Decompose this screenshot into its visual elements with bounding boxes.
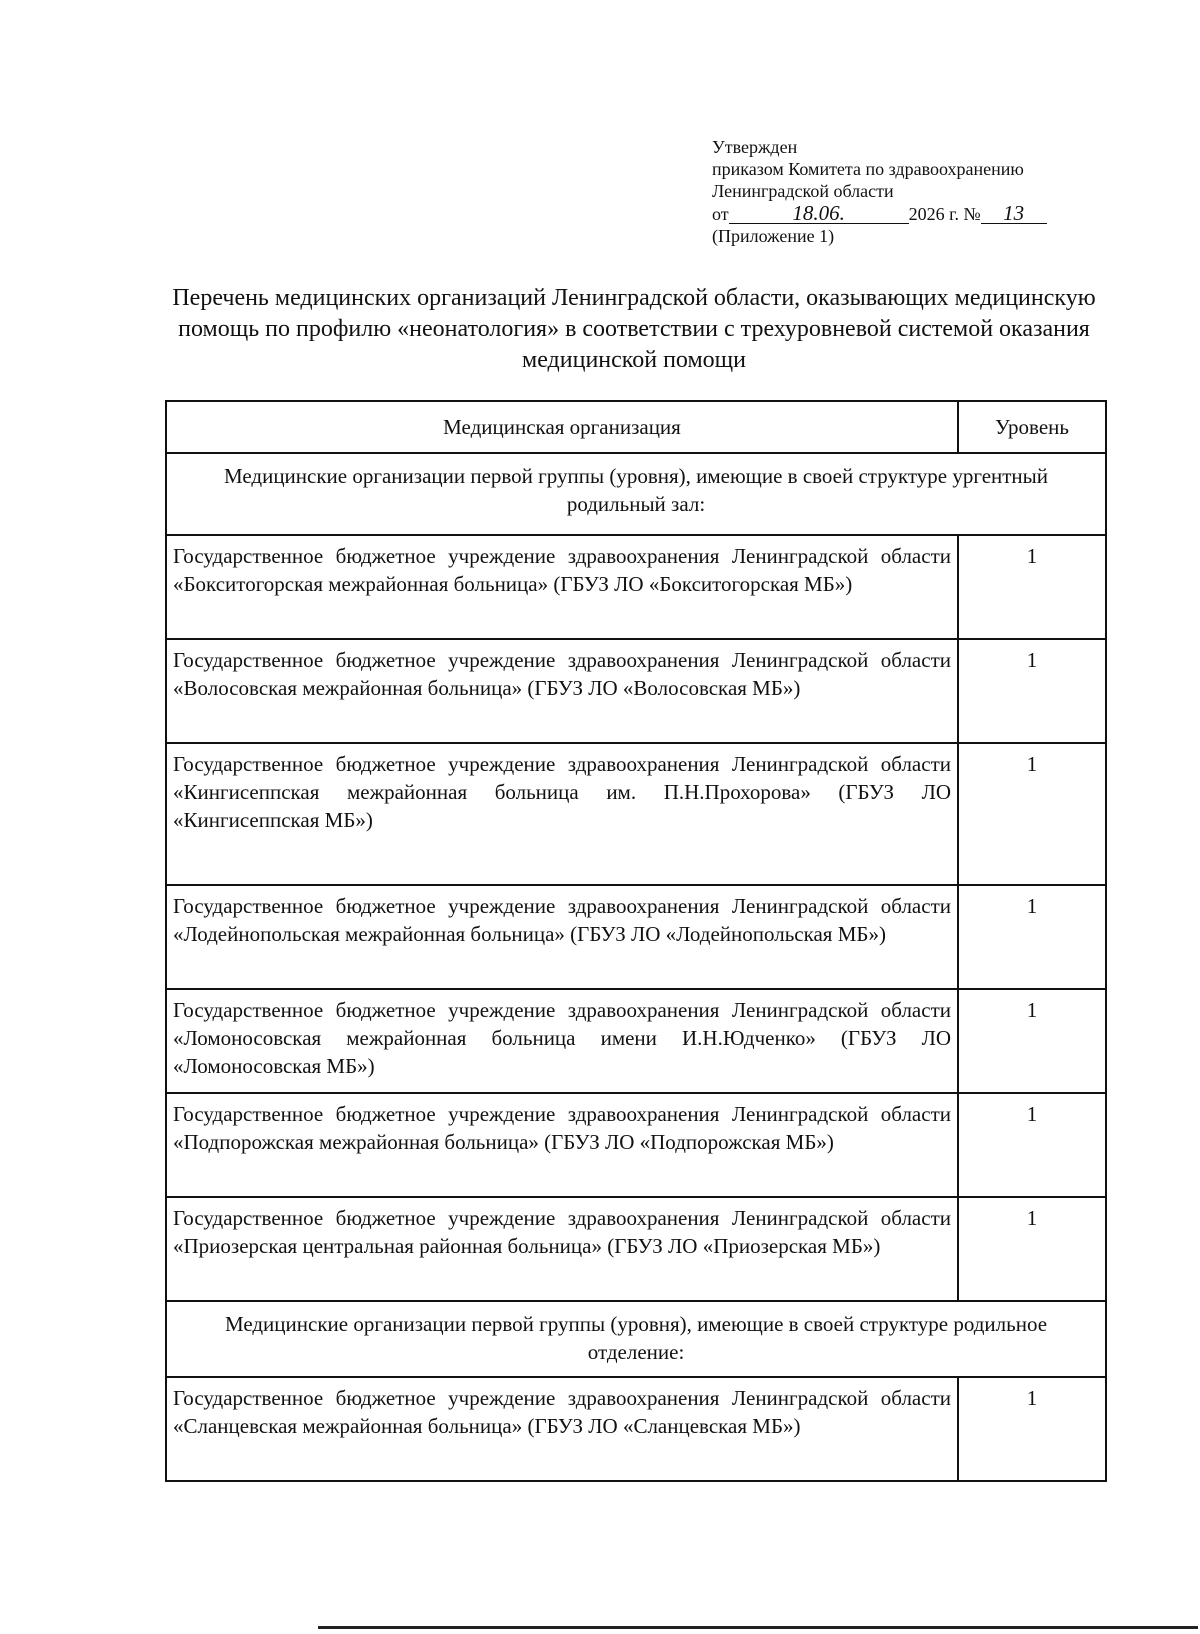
org-level: 1 [958,743,1106,885]
org-level: 1 [958,1377,1106,1481]
table-row [166,743,1106,885]
org-name: Государственное бюджетное учреждение здравоохранения Ленинградской области «Подпорожская межрайонная больница» (ГБУЗ ЛО «Подпорожская МБ») [166,1093,958,1197]
group-row-maternity [166,1301,1106,1377]
org-level: 1 [958,535,1106,639]
org-name: Государственное бюджетное учреждение здравоохранения Ленинградской области «Волосовская межрайонная больница» (ГБУЗ ЛО «Волосовская МБ») [166,639,958,743]
header-level: Уровень [958,401,1106,453]
approval-appendix: (Приложение 1) [712,226,835,246]
org-name: Государственное бюджетное учреждение здравоохранения Ленинградской области «Сланцевская межрайонная больница» (ГБУЗ ЛО «Сланцевская МБ») [166,1377,958,1481]
org-name: Государственное бюджетное учреждение здравоохранения Ленинградской области «Кингисеппская межрайонная больница им. П.Н.Прохорова» (ГБУЗ ЛО «Кингисеппская МБ») [166,743,958,885]
table-row [166,989,1106,1093]
scan-edge-line [318,1626,1198,1629]
approval-number-blank [981,202,1047,224]
approval-number-handwritten: 13 [1003,201,1025,225]
approval-region-line: Ленинградской области [712,181,894,201]
table-row [166,535,1106,639]
table-row [166,1197,1106,1301]
org-name: Государственное бюджетное учреждение здравоохранения Ленинградской области «Приозерская центральная районная больница» (ГБУЗ ЛО «Приозерская МБ») [166,1197,958,1301]
approval-from-prefix: от [712,204,729,224]
table-row [166,885,1106,989]
table-row [166,639,1106,743]
group-row-urgent [166,453,1106,535]
org-level: 1 [958,1197,1106,1301]
document-title: Перечень медицинских организаций Ленинградской области, оказывающих медицинскую помощь по профилю «неонатология» в соответствии с трехуровневой системой оказания медицинской помощи [172,285,1096,373]
org-name: Государственное бюджетное учреждение здравоохранения Ленинградской области «Ломоносовская межрайонная больница имени И.Н.Юдченко» (ГБУЗ ЛО «Ломоносовская МБ») [166,989,958,1093]
organizations-table [165,400,1107,1482]
table-header-row [166,401,1106,453]
approval-order-line: приказом Комитета по здравоохранению [712,159,1024,179]
approval-date-blank [729,202,909,224]
org-level: 1 [958,639,1106,743]
org-name: Государственное бюджетное учреждение здравоохранения Ленинградской области «Лодейнопольская межрайонная больница» (ГБУЗ ЛО «Лодейнопольская МБ») [166,885,958,989]
approval-date-line [712,202,1152,225]
approval-date-handwritten: 18.06. [792,201,845,225]
group-heading-maternity: Медицинские организации первой группы (уровня), имеющие в своей структуре родильное отделение: [166,1301,1106,1377]
org-name: Государственное бюджетное учреждение здравоохранения Ленинградской области «Бокситогорская межрайонная больница» (ГБУЗ ЛО «Бокситогорская МБ») [166,535,958,639]
org-level: 1 [958,885,1106,989]
group-heading-urgent: Медицинские организации первой группы (уровня), имеющие в своей структуре ургентный родильный зал: [166,453,1106,535]
org-level: 1 [958,1093,1106,1197]
table-row [166,1377,1106,1481]
table-row [166,1093,1106,1197]
approval-title: Утвержден [712,137,798,157]
approval-block [712,136,1152,247]
header-organization: Медицинская организация [166,401,958,453]
approval-year-text: 2026 г. № [908,204,981,224]
org-level: 1 [958,989,1106,1093]
